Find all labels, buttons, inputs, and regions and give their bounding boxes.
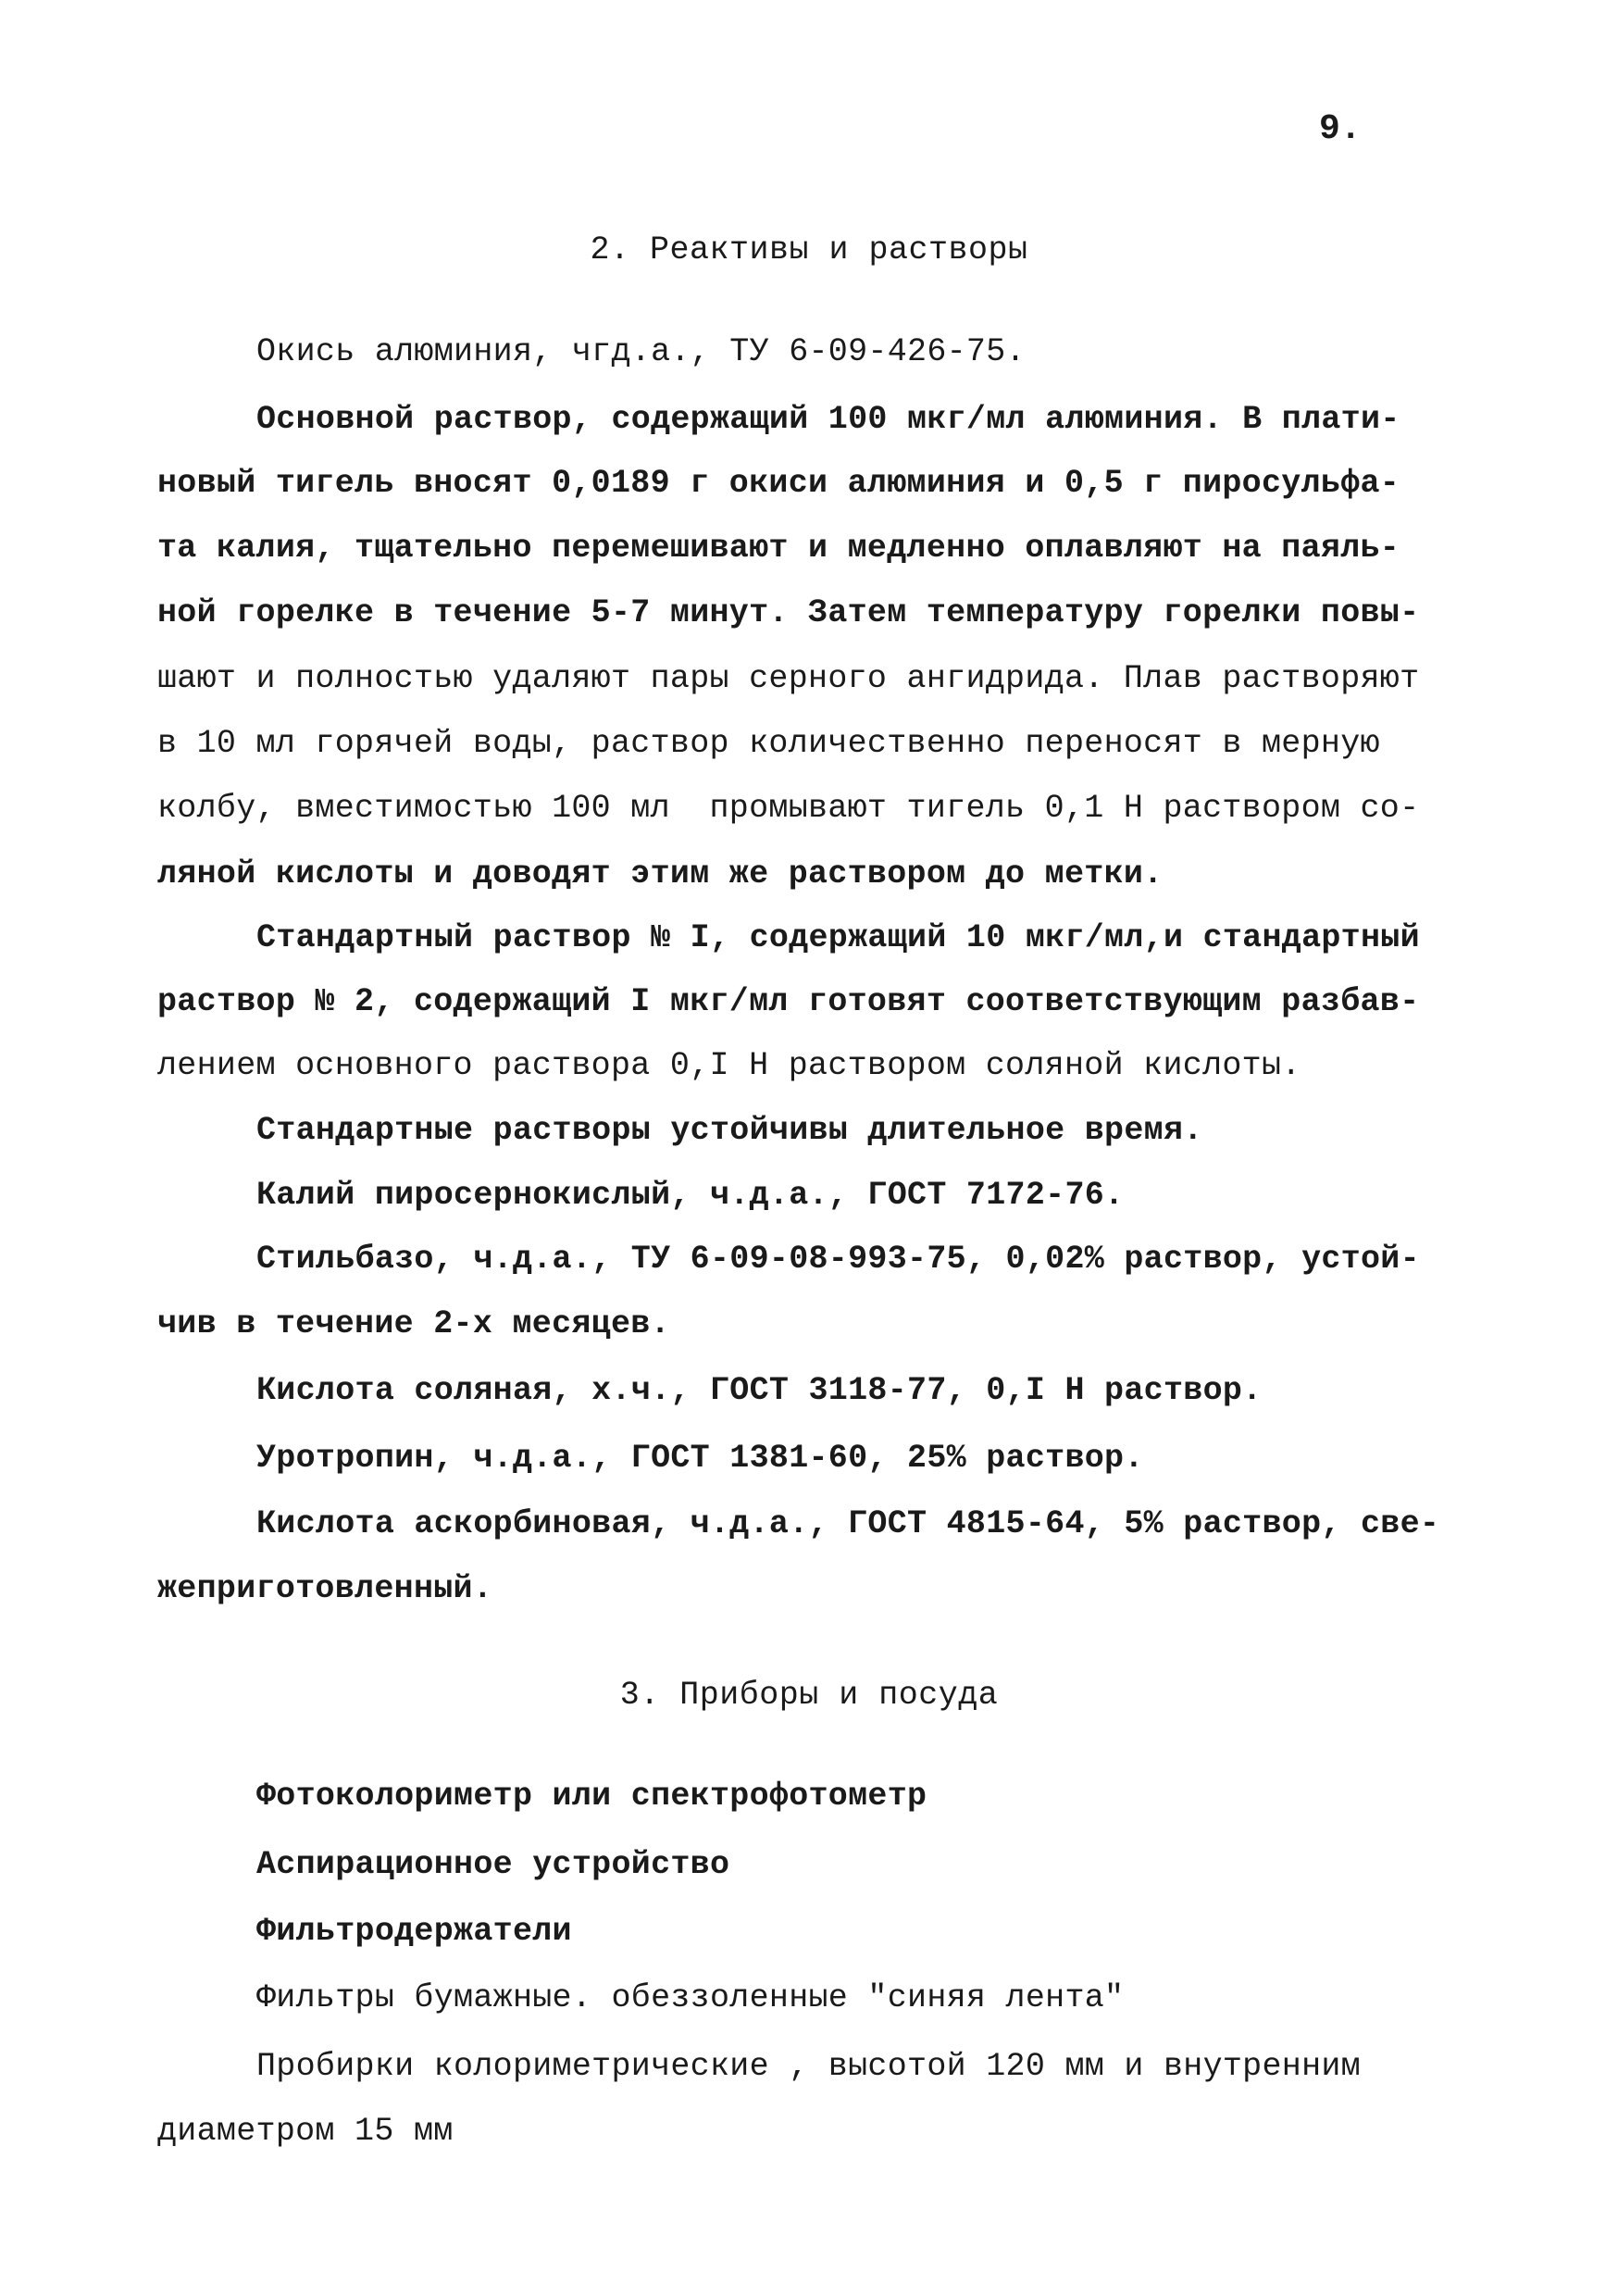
text-line: Стильбазо, ч.д.а., ТУ 6-09-08-993-75, 0,02% раствор, устой- (256, 1241, 1420, 1278)
text-line: чив в течение 2-х месяцев. (157, 1305, 670, 1342)
section-3-heading: 3. Приборы и посуда (619, 1677, 999, 1714)
text-line: Стандартный раствор № I, содержащий 10 мкг/мл,и стандартный (256, 919, 1420, 956)
section-2-heading: 2. Реактивы и растворы (590, 231, 1028, 268)
text-line: в 10 мл горячей воды, раствор количественно переносят в мерную (157, 725, 1380, 762)
text-line: новый тигель вносят 0,0189 г окиси алюминия и 0,5 г пиросульфа- (157, 465, 1400, 502)
text-line: Стандартные растворы устойчивы длительное время. (256, 1112, 1203, 1149)
text-line: ной горелке в течение 5-7 минут. Затем температуру горелки повы- (157, 594, 1420, 631)
text-line: раствор № 2, содержащий I мкг/мл готовят соответствующим разбав- (157, 983, 1420, 1020)
text-line: Окись алюминия, чгд.а., ТУ 6-09-426-75. (256, 333, 1026, 370)
text-line: та калия, тщательно перемешивают и медленно оплавляют на паяль- (157, 530, 1400, 567)
text-line: Фотоколориметр или спектрофотометр (256, 1778, 927, 1815)
text-line: Фильтры бумажные. обеззоленные "синяя лента" (256, 1979, 1125, 2016)
text-line: Пробирки колориметрические , высотой 120 мм и внутренним (256, 2048, 1361, 2085)
text-line: лением основного раствора 0,I Н раствором соляной кислоты. (157, 1047, 1301, 1084)
text-line: Уротропин, ч.д.а., ГОСТ 1381-60, 25% раствор. (256, 1440, 1144, 1477)
text-line: Калий пиросернокислый, ч.д.а., ГОСТ 7172-76. (256, 1177, 1125, 1214)
text-line: Основной раствор, содержащий 100 мкг/мл алюминия. В плати- (256, 401, 1400, 438)
text-line: ляной кислоты и доводят этим же раствором до метки. (157, 855, 1164, 892)
text-line: шают и полностью удаляют пары серного ангидрида. Плав растворяют (157, 660, 1420, 697)
page-number: 9. (1319, 109, 1362, 149)
text-line: колбу, вместимостью 100 мл промывают тигель 0,1 Н раствором со- (157, 790, 1420, 827)
text-line: Кислота соляная, х.ч., ГОСТ 3118-77, 0,I Н раствор. (256, 1372, 1263, 1409)
text-line: жеприготовленный. (157, 1570, 493, 1607)
text-line: Фильтродержатели (256, 1913, 572, 1950)
text-line: Кислота аскорбиновая, ч.д.а., ГОСТ 4815-64, 5% раствор, све- (256, 1505, 1440, 1542)
text-line: диаметром 15 мм (157, 2113, 454, 2150)
text-line: Аспирационное устройство (256, 1846, 730, 1883)
